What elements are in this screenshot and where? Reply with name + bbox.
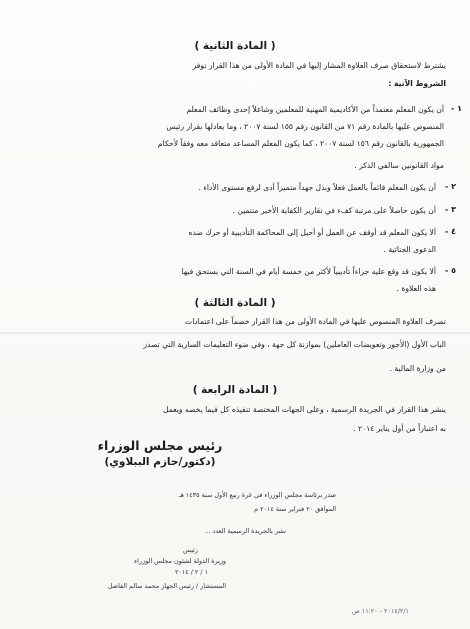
article-2-line-4: المنصوص عليها بالمادة رقم ٧١ من القانون رقم ١٥٥ لسنة ٢٠٠٧ ، وما يعادلها بقرار رئيس <box>166 122 444 131</box>
signature-role: رئيس مجلس الوزراء <box>97 438 223 453</box>
article-4-title: ( المادة الرابعة ) <box>192 384 278 396</box>
issued-line-2: الموافق ٢٠ فبراير سنة ٢٠١٤ م <box>254 505 336 513</box>
article-2-line-6: مواد القانونين سالفي الذكر . <box>354 161 444 170</box>
issued-line-1: صدر برئاسة مجلس الوزراء في غرة ربيع الأول سنة ١٤٣٥ هـ <box>178 491 336 499</box>
condition-number-2: ٢ - <box>445 182 456 191</box>
gazette-line: نشر بالجريدة الرسمية العدد ... <box>204 527 286 535</box>
article-2-line-5: الجمهورية بالقانون رقم ١٥٦ لسنة ٢٠٠٧ ، كما يكون المعلم المساعد متعاقد معه وفقاً لأحكام <box>157 139 444 148</box>
authority-line-2: وزيرة الدولة لشئون مجلس الوزراء <box>134 557 226 565</box>
signature-name: (دكتور/حازم الببلاوي) <box>104 456 216 468</box>
article-3-title: ( المادة الثالثة ) <box>194 297 276 309</box>
authority-line-4: المستشار / رئيس الجهاز محمد سالم الفاضل <box>107 582 226 590</box>
article-3-line-3: من وزارة المالية . <box>389 364 446 373</box>
condition-number-3: ٣ - <box>445 205 456 214</box>
article-2-line-7: أن يكون المعلم قائماً بالعمل فعلاً وبذل جهداً متميزاً أدى لرفع مستوى الأداء . <box>198 183 436 192</box>
article-3-line-2: الباب الأول (الأجور وتعويضات العاملين) بموازنة كل جهة ، وفي ضوء التعليمات السارية التي تصدر <box>143 340 446 349</box>
article-3-line-1: تصرف العلاوة المنصوص عليها في المادة الأولى من هذا القرار خصماً على اعتمادات <box>185 317 446 326</box>
authority-line-1: رئيس <box>183 546 198 554</box>
article-2-line-1: يشترط لاستحقاق صرف العلاوة المشار إليها في المادة الأولى من هذا القرار توفر <box>192 61 446 70</box>
page-fold <box>0 332 470 334</box>
bottom-stamp: ٢٠١٤/٢/١ - ١١:٢٠ ص <box>352 607 409 615</box>
condition-number-4: ٤ - <box>445 227 456 236</box>
article-2-line-12: هذه العلاوة . <box>396 284 436 293</box>
article-2-line-11: ألا يكون قد وقع عليه جزاءاً تأديبياً لأكثر من خمسة أيام في السنة التي يستحق فيها <box>181 267 436 276</box>
authority-line-3: ١ / ٢ / ٢٠١٤ <box>174 568 208 576</box>
article-2-title: ( المادة الثانية ) <box>194 40 276 52</box>
article-2-line-9: ألا يكون المعلم قد أوقف عن العمل أو أحيل إلى المحاكمة التأديبية أو حرك ضده <box>188 228 436 237</box>
article-2-line-2: الشروط الآتية : <box>388 79 446 88</box>
article-4-line-2: به اعتباراً من أول يناير ٢٠١٤ . <box>353 424 446 433</box>
article-2-line-3: أن يكون المعلم معتمداً من الأكاديمية المهنية للمعلمين وشاغلاً إحدى وظائف المعلم <box>186 105 444 114</box>
condition-number-5: ٥ - <box>445 266 456 275</box>
article-2-line-8: أن يكون حاصلاً على مرتبة كفء في تقارير الكفاية الأخير منتمين . <box>232 206 436 215</box>
article-4-line-1: ينشر هذا القرار في الجريدة الرسمية ، وعلى الجهات المختصة تنفيذه كل فيما يخصه ويعمل <box>163 405 446 414</box>
article-2-line-10: الدعوى الجنائية . <box>383 245 436 254</box>
condition-number-1: ١ - <box>451 104 462 113</box>
